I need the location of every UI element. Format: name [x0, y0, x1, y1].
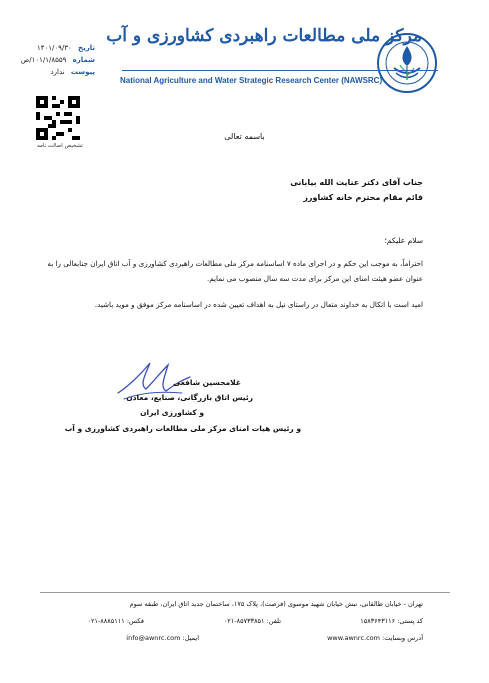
letter-paragraph-1: احتراماً، به موجب این حکم و در اجرای ماده ۷ اساسنامه مرکز ملی مطالعات راهبردی کشاورزی و آب اتاق ایران جنابعالی را به عنوان عضو هیئت امنای این مرکز برای مدت سه سال منصوب می نمایم. — [47, 259, 423, 283]
signer-title-line-1: رئیس اتاق بازرگانی، صنایع، معادن — [126, 393, 253, 402]
salutation: باسمه تعالی — [224, 132, 265, 141]
header-divider — [122, 70, 438, 71]
footer-phone: تلفن: ۸۵۷۳۳۸۵۱-۰۲۱ — [223, 617, 281, 625]
recipient-name: جناب آقای دکتر عنایت الله بیابانی — [290, 178, 423, 187]
footer-postal-code: کد پستی: ۱۵۸۳۶۴۳۱۱۶ — [360, 617, 423, 625]
signer-name: غلامحسین شافعی — [173, 378, 241, 387]
org-name-english: National Agriculture and Water Strategic Research Center (NAWSRC) — [120, 76, 383, 85]
number-value: ۱۰۱/۱/۸۵۵۹/ص — [20, 56, 67, 64]
footer-website — [327, 634, 423, 642]
signer-title-line-2: و کشاورزی ایران — [140, 408, 204, 417]
footer-divider — [40, 592, 450, 593]
qr-caption: تشخیص اصالت نامه — [37, 143, 83, 149]
signer-title-line-3: و رئیس هیات امنای مرکز ملی مطالعات راهبردی کشاورزی و آب — [64, 424, 301, 433]
date-value: ۱۴۰۱/۰۹/۳۰ — [37, 44, 72, 52]
number-label: شماره — [72, 56, 95, 64]
org-name-persian: مرکز ملی مطالعات راهبردی کشاورزی و آب — [106, 26, 422, 46]
letter-paragraph-2: امید است با اتکال به خداوند متعال در راستای نیل به اهداف تعیین شده در اساسنامه مرکز موفق و موید باشید. — [94, 300, 423, 309]
footer-address: تهران - خیابان طالقانی، نبش خیابان شهید موسوی (فرصت)، پلاک ۱۷۵، ساختمان جدید اتاق ایران، طبقه سوم — [129, 600, 423, 608]
greeting: سلام علیکم؛ — [384, 236, 423, 245]
email-link[interactable]: info@awnrc.com — [126, 634, 181, 642]
footer-email — [126, 634, 199, 642]
letter-date — [5, 44, 95, 52]
footer-fax: فکس: ۸۸۸۵۱۱۱-۰۲۱ — [87, 617, 144, 625]
email-label: ایمیل: — [182, 634, 199, 642]
letter-number — [5, 56, 95, 64]
attach-value: ندارد — [50, 68, 65, 76]
recipient-title: قائم مقام محترم خانه کشاورز — [303, 193, 423, 202]
attach-label: پیوست — [70, 68, 95, 76]
letter-attachment — [5, 68, 95, 76]
website-label: آدرس وبسایت: — [382, 634, 423, 642]
date-label: تاریخ — [78, 44, 95, 52]
website-link[interactable]: www.awnrc.com — [327, 634, 380, 642]
